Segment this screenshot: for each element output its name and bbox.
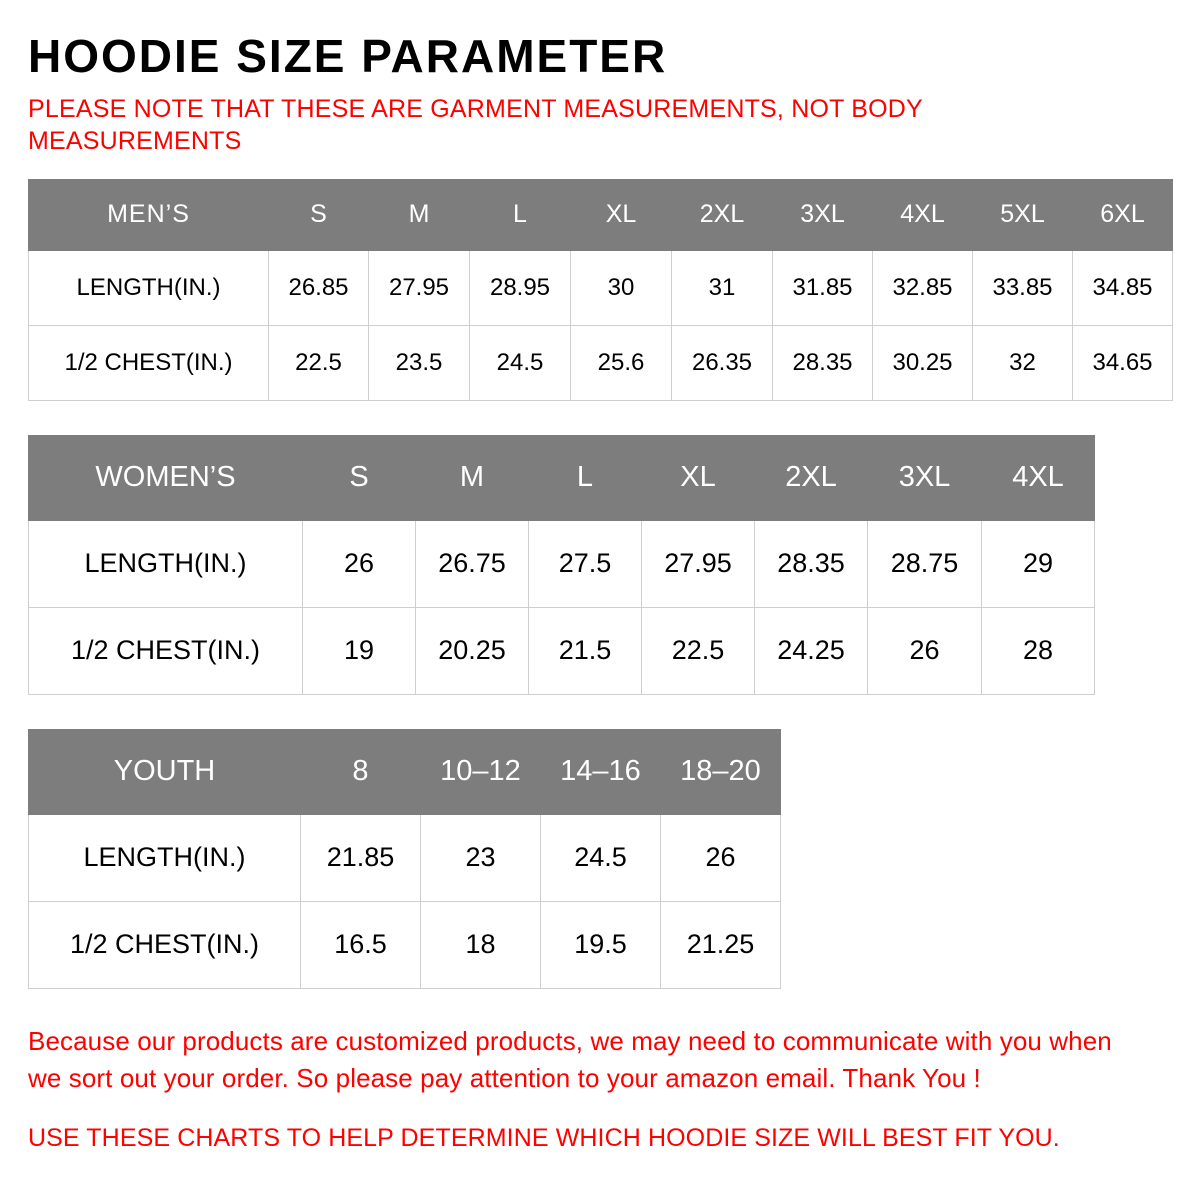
mens-length-3xl: 31.85: [773, 250, 873, 325]
mens-length-m: 27.95: [369, 250, 470, 325]
womens-size-xl: XL: [642, 435, 755, 520]
womens-header-label: WOMEN’S: [29, 435, 303, 520]
youth-length-14-16: 24.5: [541, 814, 661, 901]
womens-length-xl: 27.95: [642, 520, 755, 607]
youth-chest-18-20: 21.25: [661, 901, 781, 988]
youth-size-table: [28, 729, 781, 989]
table-row: [29, 250, 1173, 325]
youth-chest-label: 1/2 CHEST(IN.): [29, 901, 301, 988]
womens-chest-label: 1/2 CHEST(IN.): [29, 607, 303, 694]
womens-chest-4xl: 28: [982, 607, 1095, 694]
table-row: [29, 520, 1095, 607]
customization-note: Because our products are customized products, we may need to communicate with you when we sort out your order. So please pay attention to your amazon email. Thank You !: [28, 1025, 1112, 1094]
womens-size-s: S: [303, 435, 416, 520]
table-header-row: [29, 179, 1173, 250]
youth-length-label: LENGTH(IN.): [29, 814, 301, 901]
mens-chest-5xl: 32: [973, 325, 1073, 400]
mens-chest-6xl: 34.65: [1073, 325, 1173, 400]
womens-size-l: L: [529, 435, 642, 520]
womens-chest-3xl: 26: [868, 607, 982, 694]
womens-length-4xl: 29: [982, 520, 1095, 607]
womens-size-table: [28, 435, 1095, 695]
garment-measurement-note: PLEASE NOTE THAT THESE ARE GARMENT MEASUREMENTS, NOT BODY MEASUREMENTS: [28, 95, 923, 155]
womens-size-m: M: [416, 435, 529, 520]
mens-length-xl: 30: [571, 250, 672, 325]
mens-chest-l: 24.5: [470, 325, 571, 400]
mens-chest-s: 22.5: [269, 325, 369, 400]
mens-chest-4xl: 30.25: [873, 325, 973, 400]
womens-chest-m: 20.25: [416, 607, 529, 694]
mens-size-table: [28, 179, 1173, 401]
mens-chest-m: 23.5: [369, 325, 470, 400]
mens-size-l: L: [470, 179, 571, 250]
womens-size-3xl: 3XL: [868, 435, 982, 520]
youth-length-18-20: 26: [661, 814, 781, 901]
youth-size-8: 8: [301, 729, 421, 814]
chart-usage-note: USE THESE CHARTS TO HELP DETERMINE WHICH HOODIE SIZE WILL BEST FIT YOU.: [28, 1124, 1060, 1153]
mens-size-2xl: 2XL: [672, 179, 773, 250]
womens-length-m: 26.75: [416, 520, 529, 607]
womens-length-l: 27.5: [529, 520, 642, 607]
womens-chest-xl: 22.5: [642, 607, 755, 694]
mens-length-l: 28.95: [470, 250, 571, 325]
mens-header-label: MEN’S: [29, 179, 269, 250]
youth-size-18-20: 18–20: [661, 729, 781, 814]
womens-chest-s: 19: [303, 607, 416, 694]
mens-length-5xl: 33.85: [973, 250, 1073, 325]
mens-chest-xl: 25.6: [571, 325, 672, 400]
youth-size-14-16: 14–16: [541, 729, 661, 814]
youth-chest-8: 16.5: [301, 901, 421, 988]
mens-length-s: 26.85: [269, 250, 369, 325]
mens-size-5xl: 5XL: [973, 179, 1073, 250]
womens-length-s: 26: [303, 520, 416, 607]
womens-size-2xl: 2XL: [755, 435, 868, 520]
page-title: HOODIE SIZE PARAMETER: [28, 30, 668, 82]
mens-chest-3xl: 28.35: [773, 325, 873, 400]
womens-length-2xl: 28.35: [755, 520, 868, 607]
mens-size-4xl: 4XL: [873, 179, 973, 250]
womens-length-3xl: 28.75: [868, 520, 982, 607]
womens-chest-l: 21.5: [529, 607, 642, 694]
mens-length-label: LENGTH(IN.): [29, 250, 269, 325]
mens-size-s: S: [269, 179, 369, 250]
youth-chest-14-16: 19.5: [541, 901, 661, 988]
mens-size-3xl: 3XL: [773, 179, 873, 250]
youth-size-10-12: 10–12: [421, 729, 541, 814]
youth-header-label: YOUTH: [29, 729, 301, 814]
mens-chest-2xl: 26.35: [672, 325, 773, 400]
table-row: [29, 814, 781, 901]
table-header-row: [29, 729, 781, 814]
mens-length-6xl: 34.85: [1073, 250, 1173, 325]
youth-chest-10-12: 18: [421, 901, 541, 988]
womens-chest-2xl: 24.25: [755, 607, 868, 694]
table-row: [29, 901, 781, 988]
mens-size-6xl: 6XL: [1073, 179, 1173, 250]
table-row: [29, 607, 1095, 694]
womens-length-label: LENGTH(IN.): [29, 520, 303, 607]
mens-length-2xl: 31: [672, 250, 773, 325]
mens-size-m: M: [369, 179, 470, 250]
mens-chest-label: 1/2 CHEST(IN.): [29, 325, 269, 400]
table-header-row: [29, 435, 1095, 520]
table-row: [29, 325, 1173, 400]
mens-size-xl: XL: [571, 179, 672, 250]
mens-length-4xl: 32.85: [873, 250, 973, 325]
youth-length-8: 21.85: [301, 814, 421, 901]
womens-size-4xl: 4XL: [982, 435, 1095, 520]
youth-length-10-12: 23: [421, 814, 541, 901]
